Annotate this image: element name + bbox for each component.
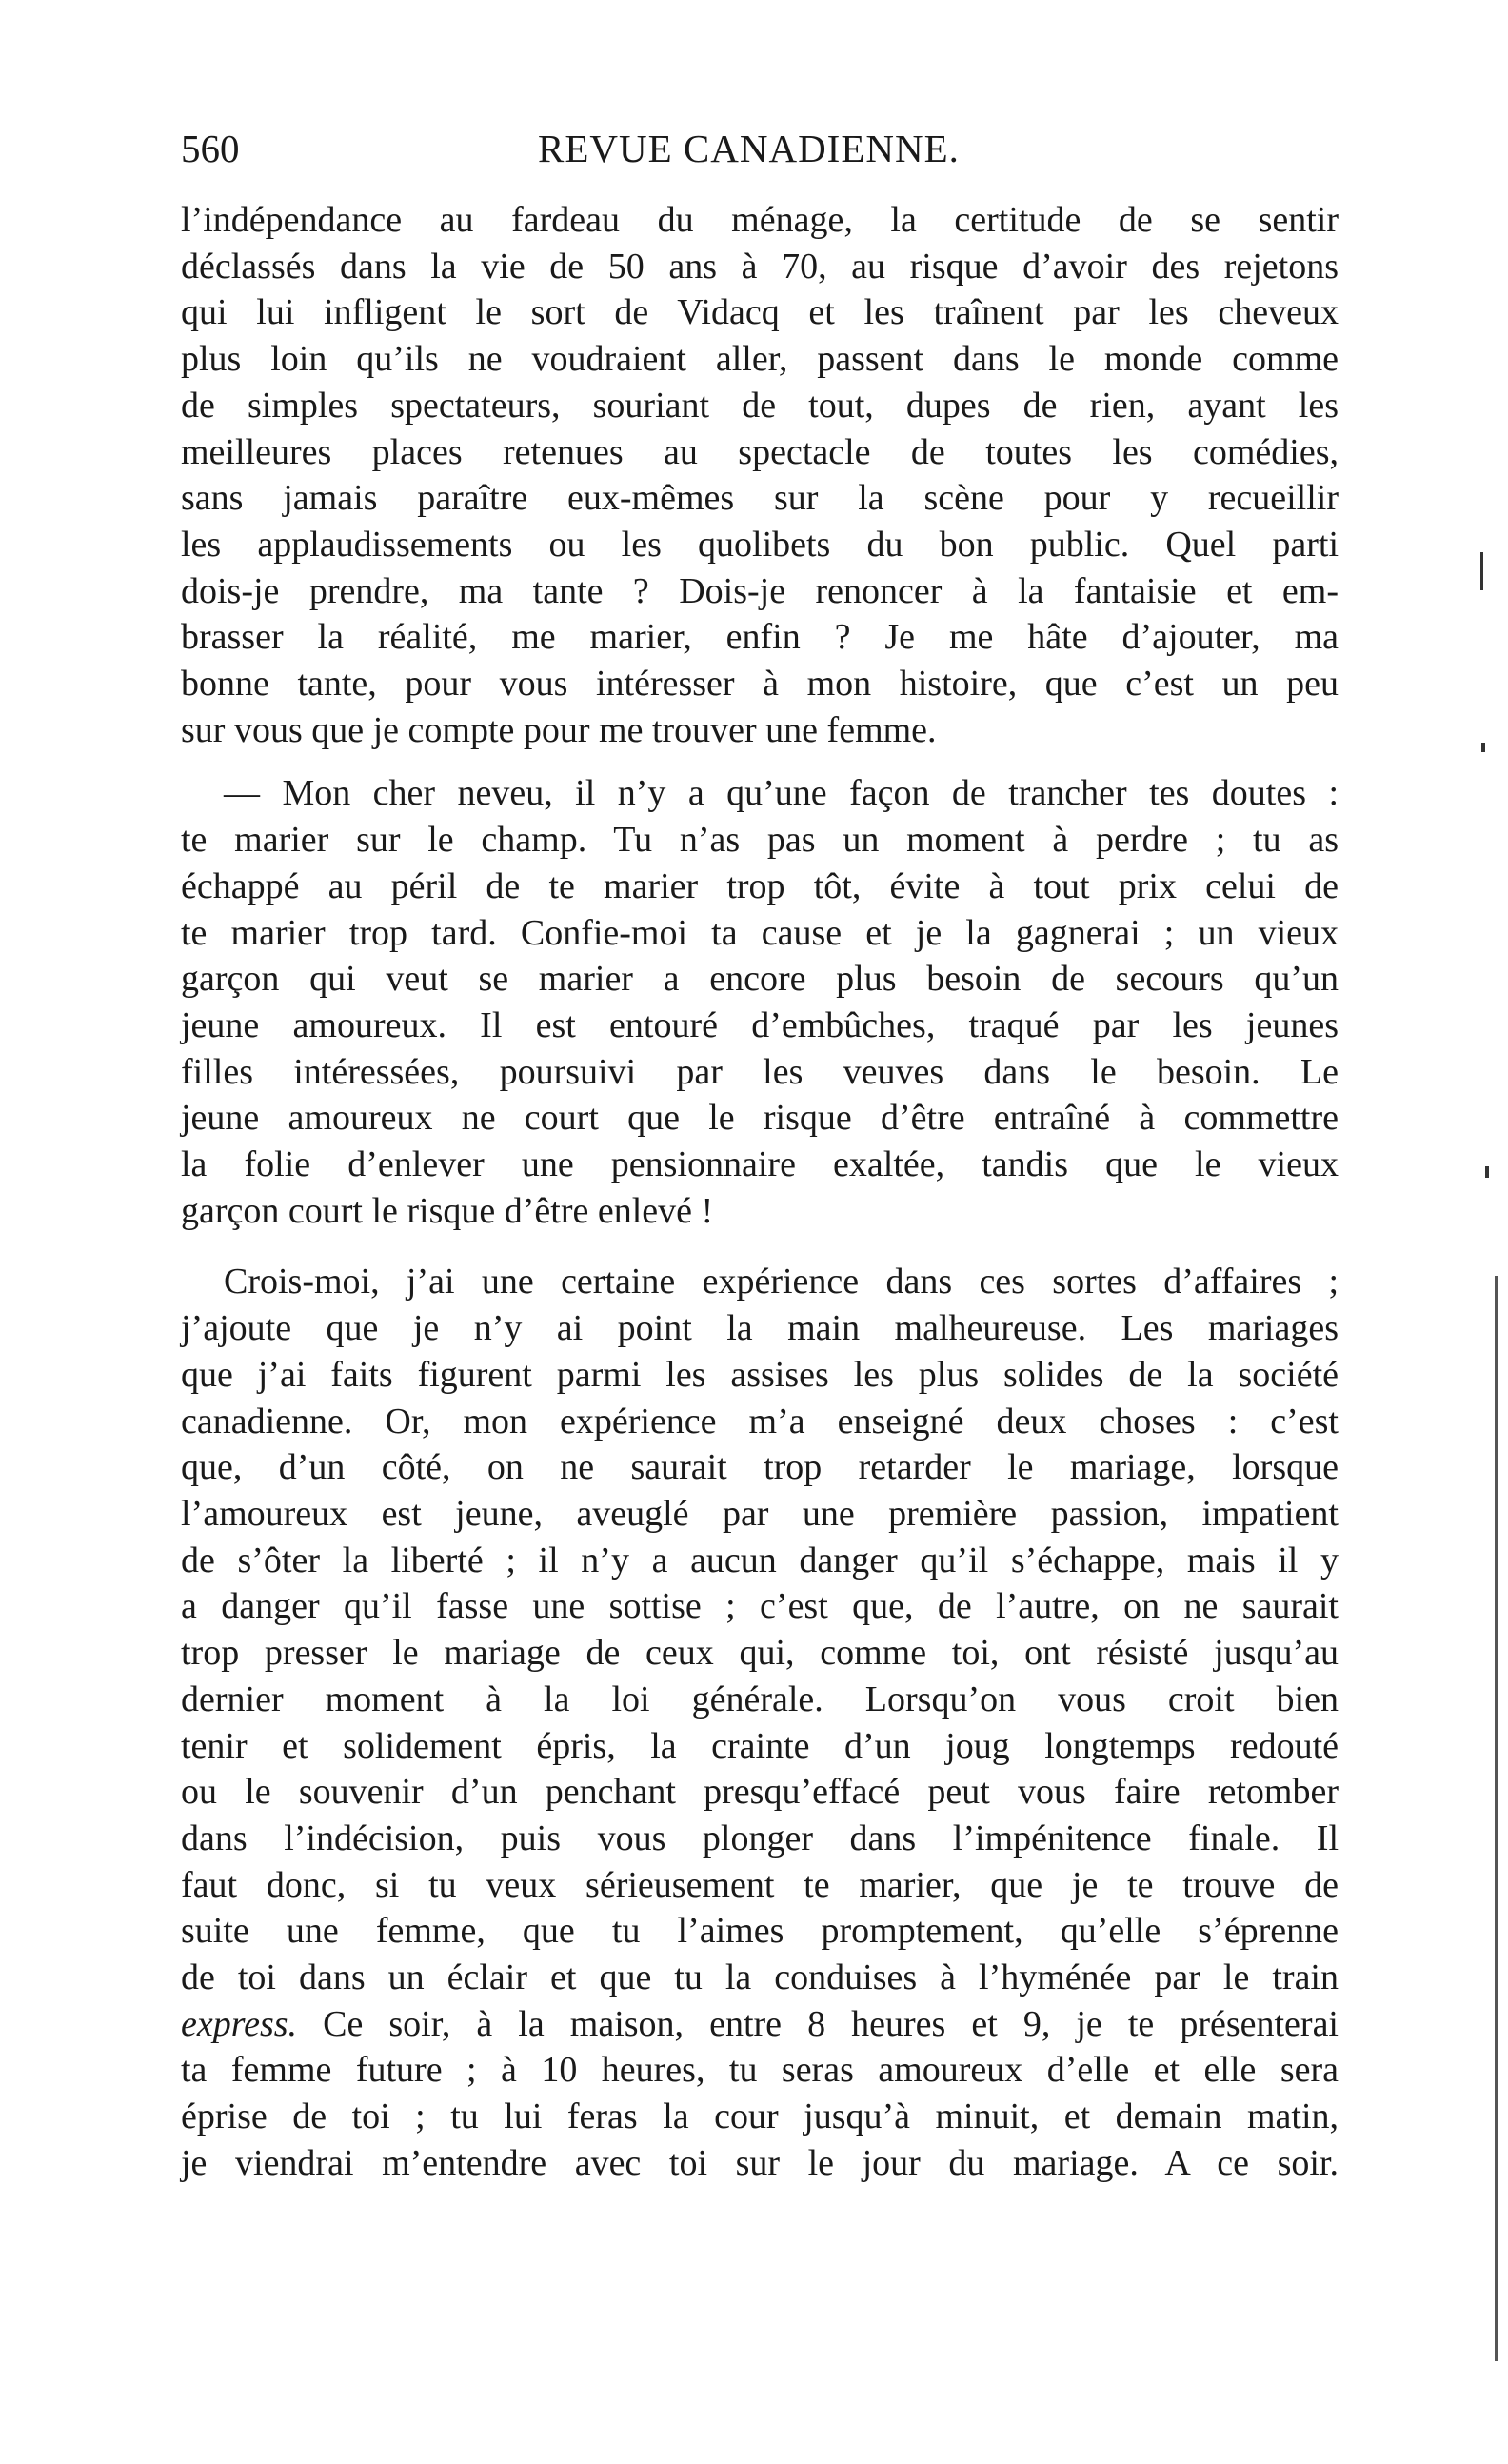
text-line: dans l’indécision, puis vous plonger dans l’impénitence finale. Il	[181, 1818, 1339, 1858]
text-line: plus loin qu’ils ne voudraient aller, passent dans le monde comme	[181, 339, 1339, 380]
text-line: dois-je prendre, ma tante ? Dois-je renoncer à la fantaisie et em-	[181, 570, 1339, 611]
text-line: a danger qu’il fasse une sottise ; c’est que, de l’autre, on ne saurait	[181, 1586, 1339, 1627]
text-line-rest: Ce soir, à la maison, entre 8 heures et 9, je te présenterai	[297, 2003, 1339, 2044]
text-line: garçon court le risque d’être enlevé !	[181, 1190, 714, 1231]
text-line: Crois-moi, j’ai une certaine expérience dans ces sortes d’affaires ;	[224, 1262, 1339, 1302]
text-line: ta femme future ; à 10 heures, tu seras amoureux d’elle et elle sera	[181, 2050, 1339, 2091]
text-line: meilleures places retenues au spectacle de toutes les comédies,	[181, 431, 1339, 472]
text-line: faut donc, si tu veux sérieusement te marier, que je te trouve de	[181, 1864, 1339, 1905]
text-line: canadienne. Or, mon expérience m’a enseigné deux choses : c’est	[181, 1401, 1339, 1441]
text-line: la folie d’enlever une pensionnaire exaltée, tandis que le vieux	[181, 1144, 1339, 1185]
text-line: te marier sur le champ. Tu n’as pas un moment à perdre ; tu as	[181, 820, 1339, 861]
text-line: filles intéressées, poursuivi par les veuves dans le besoin. Le	[181, 1051, 1339, 1092]
scan-edge-mark	[1481, 743, 1485, 752]
text-line: — Mon cher neveu, il n’y a qu’une façon de trancher tes doutes :	[224, 773, 1339, 814]
paragraph-gap	[181, 753, 1339, 770]
text-line: bonne tante, pour vous intéresser à mon histoire, que c’est un peu	[181, 664, 1339, 705]
text-line: échappé au péril de te marier trop tôt, évite à tout prix celui de	[181, 865, 1339, 906]
scan-edge-mark	[1480, 552, 1483, 590]
text-line: déclassés dans la vie de 50 ans à 70, au risque d’avoir des rejetons	[181, 246, 1339, 287]
text-line: sans jamais paraître eux-mêmes sur la scène pour y recueillir	[181, 478, 1339, 519]
text-line: suite une femme, que tu l’aimes promptement, qu’elle s’éprenne	[181, 1911, 1339, 1952]
text-line: brasser la réalité, me marier, enfin ? Je me hâte d’ajouter, ma	[181, 617, 1339, 658]
paragraph-3	[181, 1259, 1339, 2186]
page-body	[181, 197, 1339, 2187]
text-line: jeune amoureux. Il est entouré d’embûches, traqué par les jeunes	[181, 1004, 1339, 1045]
text-line: l’amoureux est jeune, aveuglé par une première passion, impatient	[181, 1493, 1339, 1534]
text-line: que, d’un côté, on ne saurait trop retarder le mariage, lorsque	[181, 1447, 1339, 1488]
text-line: de simples spectateurs, souriant de tout, dupes de rien, ayant les	[181, 385, 1339, 426]
text-line: te marier trop tard. Confie-moi ta cause et je la gagnerai ; un vieux	[181, 912, 1339, 953]
text-line: j’ajoute que je n’y ai point la main malheureuse. Les mariages	[181, 1308, 1339, 1349]
text-line: tenir et solidement épris, la crainte d’un joug longtemps redouté	[181, 1725, 1339, 1766]
text-line: dernier moment à la loi générale. Lorsqu’on vous croit bien	[181, 1679, 1339, 1719]
text-line: garçon qui veut se marier a encore plus besoin de secours qu’un	[181, 959, 1339, 1000]
text-line: de toi dans un éclair et que tu la conduises à l’hyménée par le train	[181, 1957, 1339, 1998]
text-line: que j’ai faits figurent parmi les assises les plus solides de la société	[181, 1354, 1339, 1395]
page-header	[181, 120, 1339, 177]
page-number: 560	[181, 127, 240, 170]
text-line: éprise de toi ; tu lui feras la cour jusqu’à minuit, et demain matin,	[181, 2096, 1339, 2137]
running-head: REVUE CANADIENNE.	[538, 127, 960, 170]
scan-edge-mark	[1495, 1276, 1498, 2361]
paragraph-1	[181, 197, 1339, 753]
scan-edge-mark	[1485, 1166, 1489, 1178]
text-line: jeune amoureux ne court que le risque d’être entraîné à commettre	[181, 1098, 1339, 1139]
text-line: ou le souvenir d’un penchant presqu’effacé peut vous faire retomber	[181, 1772, 1339, 1813]
text-line: de s’ôter la liberté ; il n’y a aucun danger qu’il s’échappe, mais il y	[181, 1540, 1339, 1580]
text-line-italic-start	[181, 2001, 1339, 2048]
text-line: trop presser le mariage de ceux qui, comme toi, ont résisté jusqu’au	[181, 1633, 1339, 1674]
paragraph-2	[181, 770, 1339, 1234]
text-line: sur vous que je compte pour me trouver une femme.	[181, 709, 937, 750]
text-line: je viendrai m’entendre avec toi sur le jour du mariage. A ce soir.	[181, 2142, 1339, 2183]
italic-word: express.	[181, 2003, 298, 2044]
paragraph-gap	[181, 1234, 1339, 1259]
text-line: l’indépendance au fardeau du ménage, la certitude de se sentir	[181, 200, 1339, 240]
text-line: qui lui infligent le sort de Vidacq et les traînent par les cheveux	[181, 292, 1339, 333]
text-line: les applaudissements ou les quolibets du bon public. Quel parti	[181, 524, 1339, 565]
